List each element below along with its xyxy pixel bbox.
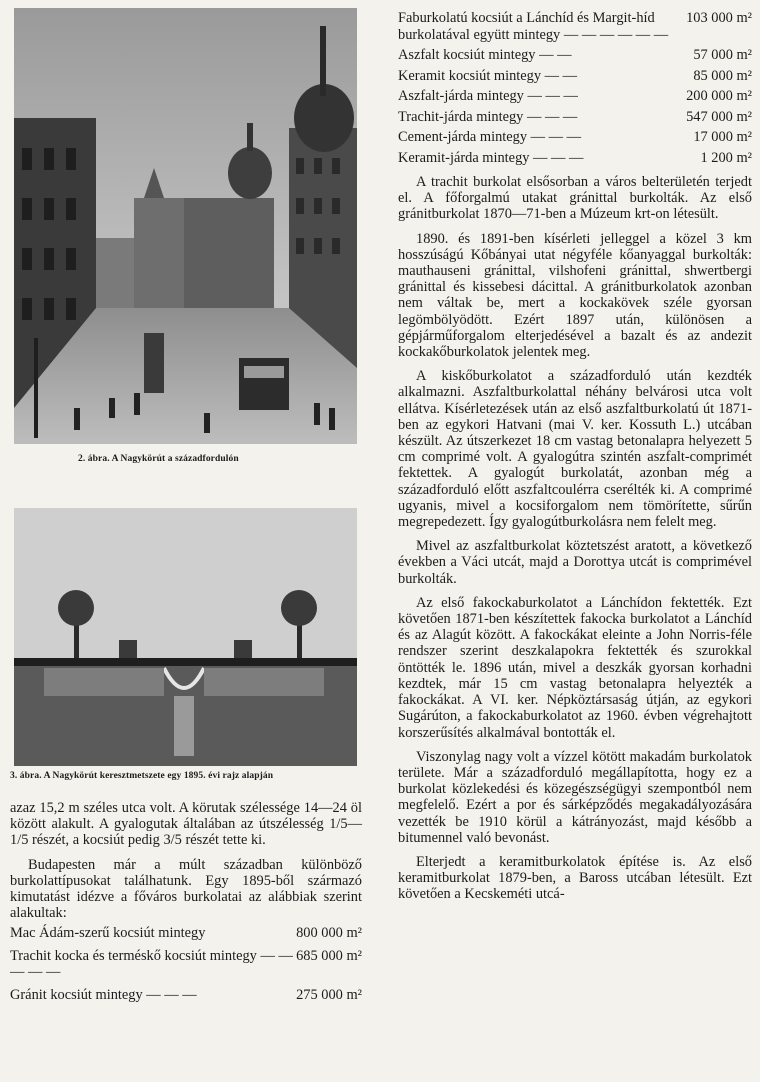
right-paragraph-5: Az első fakockaburkolatot a Lánchídon fektették. Ezt követően 1871-ben készítettek fakocka burkolatot a Lánchíd és az Alagút között. A fakockákat eleinte a John Norris-féle rendszer szerint deszkalapokra fektették és szurokkal öntötték le. 1896 után, mivel a deszkák gyorsan korhadni kezdtek, már 15 cm vastag betonalapra helyezték a fakockákat. A VI. ker. Népköztársaság útján, az egykori Sugárúton, a fakockaburkolatot az 1960. évben végrehajtott korszerűsítés alkalmával bontották el. — [398, 594, 752, 741]
figure-3-drawing — [14, 508, 357, 766]
table-row — [10, 987, 362, 1004]
right-paragraph-1: A trachit burkolat elsősorban a város belterületén terjedt el. A főforgalmú utakat gránittal burkolták. Az első gránitburkolat 1870—71-ben a Múzeum krt-on létesült. — [398, 174, 752, 223]
table-row — [398, 68, 752, 85]
right-paragraph-2: 1890. és 1891-ben kísérleti jelleggel a közel 3 km hosszúságú Kőbányai utat négyféle kőanyaggal burkolták: mauthauseni gránittal, vilshofeni gránittal, shwertbergi gránittal és kissebesi dácittal. A gránitburkolatok azonban nem váltak be, mert a kockakövek széle gyorsan legömbölyödött. Ezért 1897 után, különösen a gépjárműforgalom elterjedésével a bazalt és az andezit kockakőburkolatok jelentek meg. — [398, 230, 752, 361]
left-paving-table — [10, 925, 362, 1003]
left-column-text — [10, 800, 362, 1003]
table-row-label: Aszfalt kocsiút mintegy — — — [398, 47, 572, 63]
table-row-value: 800 000 m² — [296, 925, 362, 942]
left-paragraph-2: Budapesten már a múlt században különböző burkolattípusokat találhatunk. Egy 1895-ből származó kimutatást idézve a főváros burkolatai az alábbiak szerint alakultak: — [10, 856, 362, 922]
table-row-value: 103 000 m² — [686, 10, 752, 26]
table-row-label: Aszfalt-járda mintegy — — — — [398, 88, 578, 104]
right-paragraph-4: Mivel az aszfaltburkolat köztetszést aratott, a következő években a Váci utcát, majd a Dorottya utcát is comprimével burkolták. — [398, 538, 752, 587]
table-row-label: Trachit kocka és terméskő kocsiút mintegy — — — — — — [10, 947, 293, 981]
table-row-label: Faburkolatú kocsiút a Lánchíd és Margit-híd burkolatával együtt mintegy — — — — — — — [398, 10, 669, 43]
table-row-label: Mac Ádám-szerű kocsiút mintegy — [10, 925, 206, 942]
table-row-value: 85 000 m² — [693, 67, 752, 84]
table-row-value: 685 000 m² — [296, 947, 362, 964]
table-row — [398, 10, 752, 43]
table-row-label: Keramit-járda mintegy — — — — [398, 149, 584, 166]
table-row — [398, 47, 752, 64]
right-paragraph-6: Viszonylag nagy volt a vízzel kötött makadám burkolatok területe. Már a századforduló megállapította, hogy ez a burkolat közlekedési és közegészségügyi szempontból nem megfelelő. Ezért a por és sárképződés megakadályozására vezették be 1910 körül a kátrányozást, majd később a bitumennel való bevonást. — [398, 748, 752, 846]
table-row-value: 1 200 m² — [700, 149, 752, 166]
figure-2-caption: 2. ábra. A Nagykörút a századfordulón — [78, 454, 239, 464]
cross-section-illustration — [14, 508, 357, 766]
left-paragraph-1: azaz 15,2 m széles utca volt. A körutak szélessége 14—24 öl között alakult. A gyalogutak általában az útszélesség 1/5—1/5 részét, a kocsiút pedig 3/5 részét tette ki. — [10, 800, 362, 849]
table-row — [398, 109, 752, 126]
table-row-value: 547 000 m² — [686, 108, 752, 125]
table-row-value: 17 000 m² — [693, 129, 752, 145]
table-row-value: 275 000 m² — [296, 986, 362, 1003]
table-row-label: Gránit kocsiút mintegy — — — — [10, 986, 197, 1003]
figure-3-caption: 3. ábra. A Nagykörút keresztmetszete egy 1895. évi rajz alapján — [10, 771, 274, 781]
table-row-value: 57 000 m² — [693, 47, 752, 63]
table-row-label: Keramit kocsiút mintegy — — — [398, 67, 578, 84]
table-row-label: Cement-járda mintegy — — — — [398, 129, 582, 145]
table-row — [10, 925, 362, 942]
right-paragraph-3: A kiskőburkolatot a századforduló után kezdték alkalmazni. Aszfaltburkolattal néhány belvárosi utca volt ellátva. Kísérletezések után az első aszfaltburkolatú út 1871-ben az egykori Hatvani (mai V. ker. Kossuth L.) utcában készült. Az útszerkezet 18 cm vastag betonalapra helyezett 5 cm comprimé volt. A gyalogútra szintén aszfalt-comprimét fektettek. A gyalogút burkolatát, azonban még a századforduló előtt aszfaltcoulérra cserélték ki. A comprimé ugyanis, mivel a kocsiforgalom nem tömörítette, sűrűn megrepedezett. Így gyalogútburkolásra nem felelt meg. — [398, 368, 752, 531]
table-row-value: 200 000 m² — [686, 88, 752, 104]
street-scene-illustration — [14, 8, 357, 444]
table-row — [398, 150, 752, 167]
table-row — [10, 948, 362, 981]
right-paragraph-7: Elterjedt a keramitburkolatok építése is. Az első keramitburkolat 1879-ben, a Baross utcában létesült. Ezt követően a Kecskeméti utcá- — [398, 853, 752, 903]
right-paving-table — [398, 10, 752, 166]
figure-2-photo — [14, 8, 357, 444]
table-row — [398, 88, 752, 105]
right-column-text — [398, 10, 752, 903]
table-row-label: Trachit-járda mintegy — — — — [398, 108, 578, 125]
table-row — [398, 129, 752, 146]
